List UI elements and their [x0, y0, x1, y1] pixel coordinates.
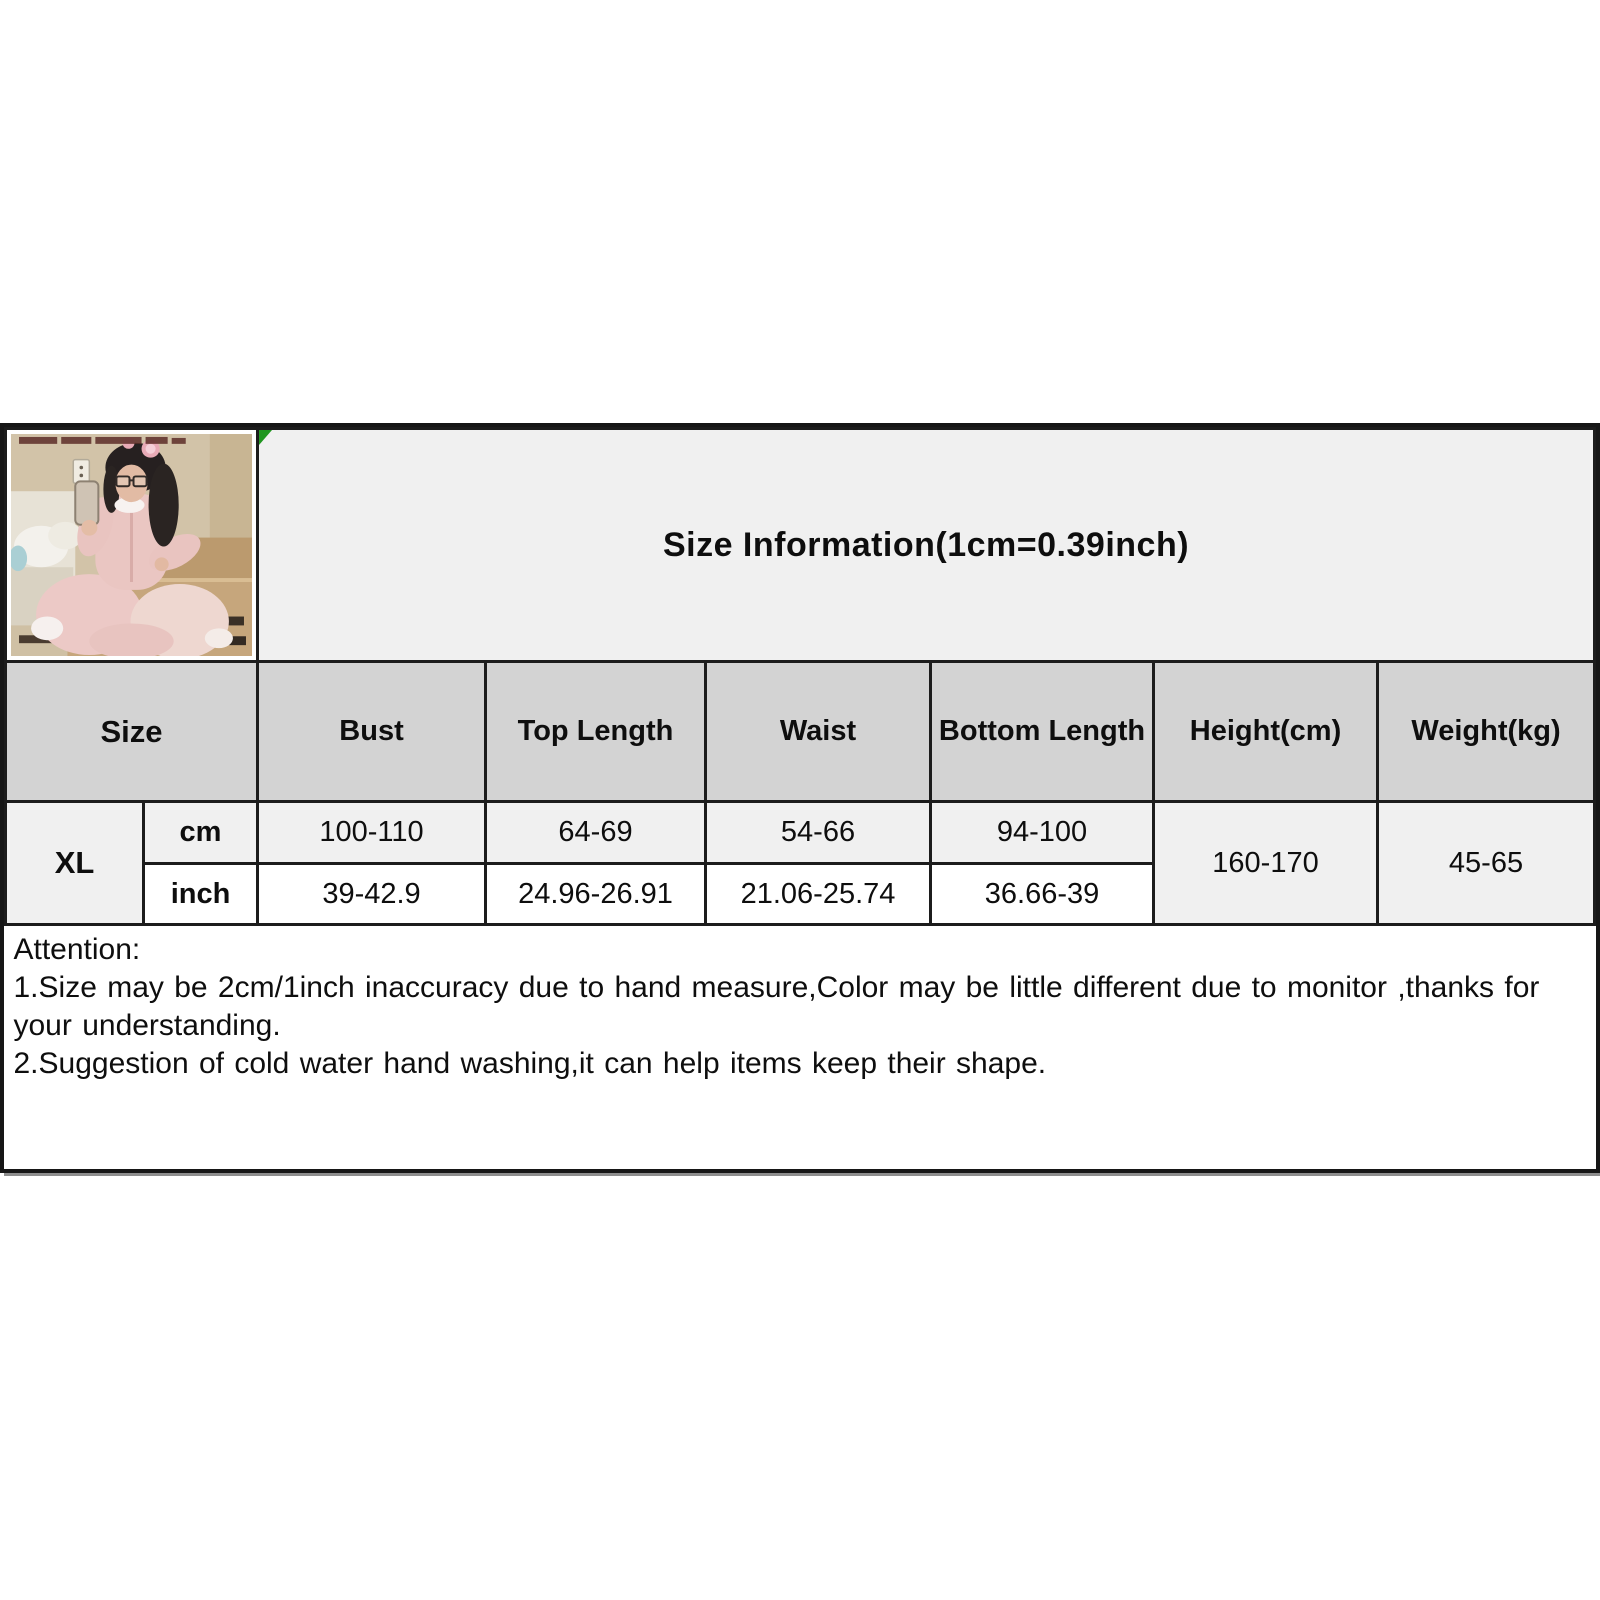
size-chart-sheet — [0, 423, 1600, 1173]
column-header-top-length: Top Length — [486, 662, 706, 802]
top-length-cm: 64-69 — [486, 802, 706, 864]
table-row-cm — [6, 802, 1595, 864]
attention-row — [6, 925, 1595, 1170]
unit-label-cm: cm — [144, 802, 258, 864]
top-length-inch: 24.96-26.91 — [486, 864, 706, 925]
attention-note-2: 2.Suggestion of cold water hand washing,it can help items keep their shape. — [13, 1047, 1047, 1080]
size-value-cell: XL — [6, 802, 144, 925]
column-header-height: Height(cm) — [1154, 662, 1378, 802]
bust-inch: 39-42.9 — [258, 864, 486, 925]
attention-section — [6, 925, 1595, 1170]
title-row — [6, 429, 1595, 662]
column-header-size: Size — [6, 662, 258, 802]
product-photo — [11, 434, 252, 656]
unit-label-inch: inch — [144, 864, 258, 925]
attention-heading: Attention: — [13, 933, 141, 966]
height-value: 160-170 — [1154, 802, 1378, 925]
bottom-length-inch: 36.66-39 — [931, 864, 1154, 925]
bust-cm: 100-110 — [258, 802, 486, 864]
title-cell — [258, 429, 1595, 662]
waist-inch: 21.06-25.74 — [706, 864, 931, 925]
table-header-row — [6, 662, 1595, 802]
weight-value: 45-65 — [1378, 802, 1595, 925]
photo-watermark — [19, 437, 186, 444]
page-title: Size Information(1cm=0.39inch) — [662, 525, 1190, 564]
column-header-weight: Weight(kg) — [1378, 662, 1595, 802]
column-header-waist: Waist — [706, 662, 931, 802]
waist-cm: 54-66 — [706, 802, 931, 864]
cell-corner-marker-icon — [259, 430, 272, 445]
product-photo-cell — [6, 429, 258, 662]
size-table — [4, 427, 1596, 1169]
attention-note-1: 1.Size may be 2cm/1inch inaccuracy due to hand measure,Color may be little different due to monitor ,thanks for your understanding. — [13, 971, 1540, 1042]
column-header-bust: Bust — [258, 662, 486, 802]
bottom-length-cm: 94-100 — [931, 802, 1154, 864]
column-header-bottom-length: Bottom Length — [931, 662, 1154, 802]
